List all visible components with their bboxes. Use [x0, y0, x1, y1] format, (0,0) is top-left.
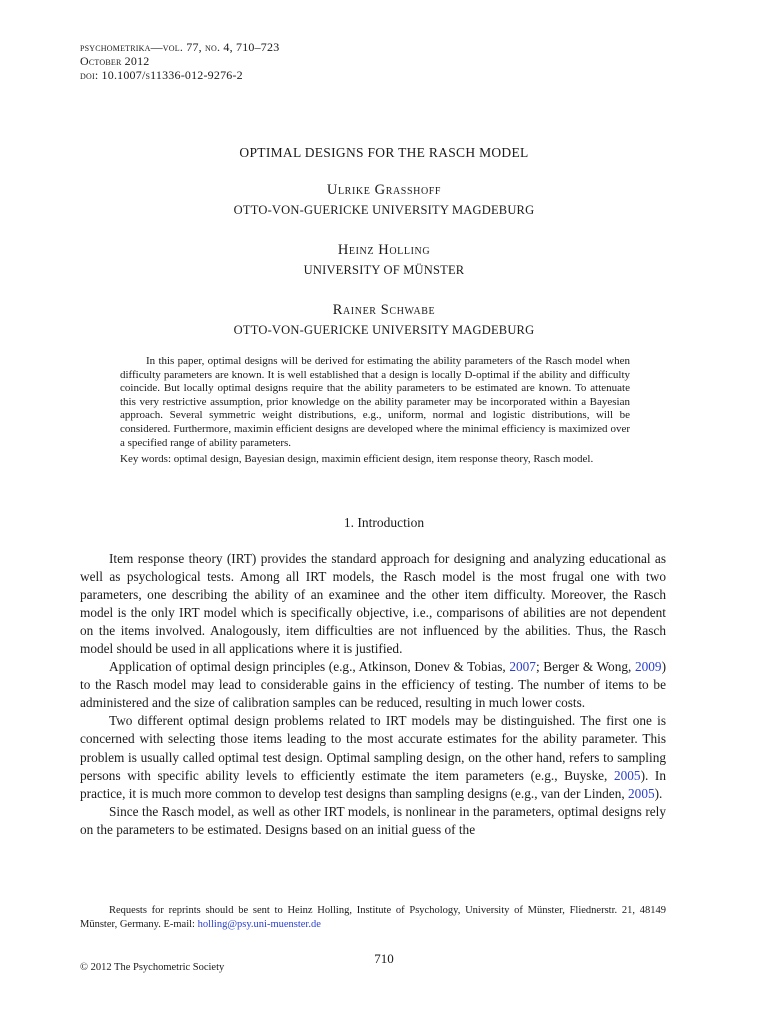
title-block: [0, 143, 768, 339]
section-heading: 1. Introduction: [343, 515, 425, 530]
body-text: [80, 550, 666, 839]
paragraph: Since the Rasch model, as well as other IRT models, is nonlinear in the parameters, optimal designs rely on the parameters to be estimated. Designs based on an initial guess of the: [80, 803, 666, 837]
paragraph-text: Application of optimal design principles (e.g., Atkinson, Donev & Tobias,: [109, 659, 510, 675]
paper-title: OPTIMAL DESIGNS FOR THE RASCH MODEL: [239, 145, 529, 160]
citation-link[interactable]: 2005: [613, 767, 641, 783]
email-link[interactable]: holling@psy.uni-muenster.de: [197, 918, 321, 930]
citation-link[interactable]: 2009: [634, 659, 662, 675]
paragraph-text: ) to the Rasch model may lead to considerable gains in the efficiency of testing. The number of items to be administered and the size of calibration samples can be reduced, resulting in much lower costs.: [80, 659, 666, 711]
page-number: 710: [374, 951, 394, 966]
citation-link[interactable]: 2005: [628, 785, 655, 801]
journal-header: [80, 40, 279, 82]
doi: doi: 10.1007/s11336-012-9276-2: [80, 68, 243, 82]
paragraph-text: ). In practice, it is much more common to develop test designs than sampling designs (e.g., van der Linden,: [80, 767, 667, 801]
paragraph-text: ).: [654, 785, 663, 801]
paragraph: [80, 712, 666, 802]
paragraph: [80, 658, 666, 712]
abstract-text: In this paper, optimal designs will be derived for estimating the ability parameters of the Rasch model when difficulty parameters are known. It is well established that a design is locally D-optimal if the ability and difficulty coincide. But locally optimal designs require that the ability parameters to be estimated are known. To attenuate this very restrictive assumption, prior knowledge on the ability parameter may be incorporated within a Bayesian approach. Several symmetric weight distributions, e.g., uniform, normal and logistic distributions, will be considered. Furthermore, maximin efficient designs are developed where the minimal efficiency is maximized over a specified range of ability parameters.: [120, 355, 630, 449]
keywords: Key words: optimal design, Bayesian design, maximin efficient design, item response theory, Rasch model.: [120, 453, 594, 465]
author-name: Ulrike Grasshoff: [326, 182, 442, 198]
author-affiliation: OTTO-VON-GUERICKE UNIVERSITY MAGDEBURG: [233, 203, 535, 217]
author-affiliation: OTTO-VON-GUERICKE UNIVERSITY MAGDEBURG: [233, 323, 535, 337]
author-name: Rainer Schwabe: [332, 302, 436, 318]
citation-link[interactable]: 2007: [509, 659, 536, 675]
abstract: [120, 355, 630, 450]
paragraph: Item response theory (IRT) provides the standard approach for designing and analyzing educational as well as psychological tests. Among all IRT models, the Rasch model is the most frugal one with two parameters, one describing the ability of an examinee and the other item difficulty. Moreover, the Rasch model is the only IRT model which is specifically objective, i.e., comparisons of abilities are not dependent on the items involved. Analogously, item difficulties are not influenced by the abilities. Thus, the Rasch model should be used in all applications where it is justified.: [80, 551, 666, 657]
footnote-body: Requests for reprints should be sent to Heinz Holling, Institute of Psychology, University of Münster, Fliednerstr. 21, 48149 Münster, Germany. E-mail:: [80, 905, 666, 930]
issue-date: October 2012: [80, 54, 150, 68]
paragraph-text: Two different optimal design problems related to IRT models may be distinguished. The first one is concerned with selecting those items leading to the most accurate estimates for the ability parameter. This problem is usually called optimal test design. Optimal sampling design, on the other hand, refers to sampling persons with specific ability levels to efficiently estimate the item parameters (e.g., Buyske,: [80, 713, 666, 783]
footnote: [80, 904, 666, 931]
author-affiliation: UNIVERSITY OF MÜNSTER: [303, 263, 465, 277]
paragraph-text: ; Berger & Wong,: [535, 659, 635, 675]
footnote-text: [80, 904, 666, 931]
author-name: Heinz Holling: [337, 242, 431, 258]
copyright: © 2012 The Psychometric Society: [80, 962, 225, 973]
journal-citation: psychometrika—vol. 77, no. 4, 710–723: [80, 40, 280, 54]
